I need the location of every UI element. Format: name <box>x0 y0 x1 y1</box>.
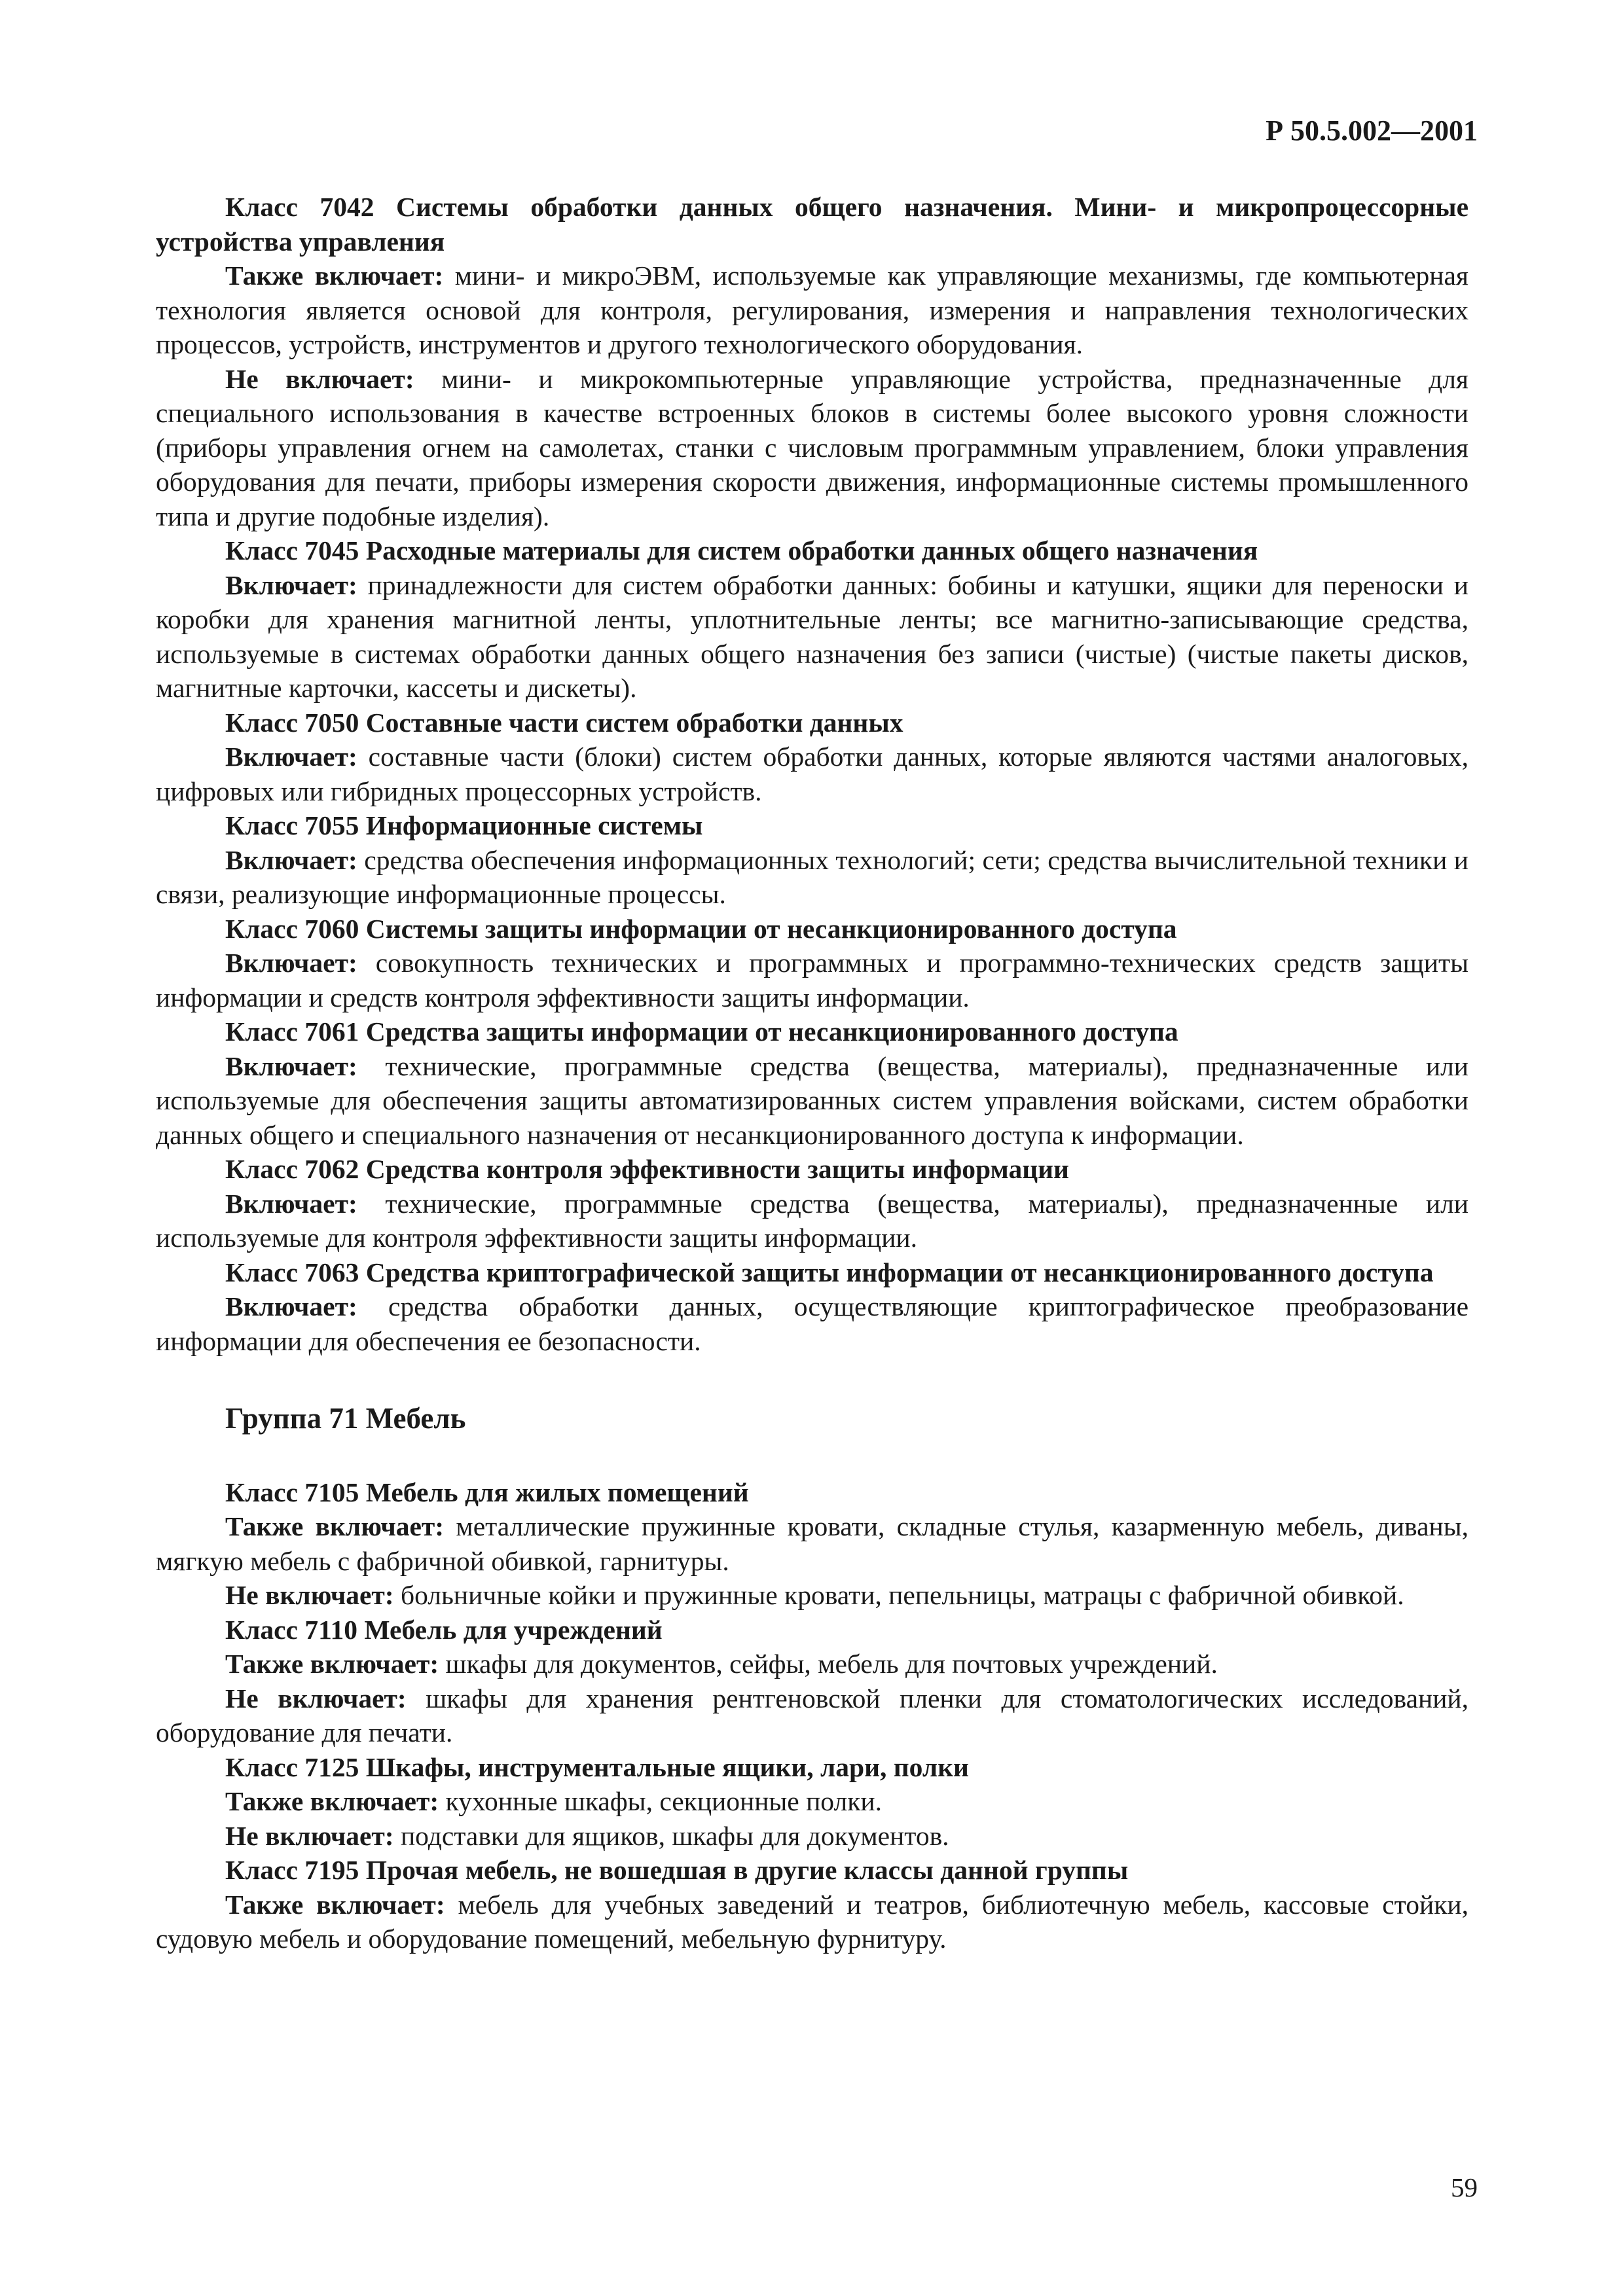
class-entry <box>156 1289 1468 1358</box>
class-entry <box>156 1187 1468 1255</box>
entry-label: Также включает: <box>225 1786 439 1816</box>
class-heading: Класс 7105 Мебель для жилых помещений <box>225 1477 749 1507</box>
class-entry <box>156 362 1468 534</box>
class-entry <box>156 1888 1468 1956</box>
class-heading: Класс 7195 Прочая мебель, не вошедшая в другие классы данной группы <box>225 1855 1129 1885</box>
entry-text: мини- и микроЭВМ, используемые как управляющие механизмы, где компьютерная технология является основой для контроля, регулирования, измерения и направления технологических процессов, устройств, инструментов и другого технологического оборудования. <box>156 260 1468 359</box>
class-entry <box>156 1681 1468 1750</box>
class-entry <box>156 1049 1468 1153</box>
class-entry <box>156 740 1468 808</box>
class-entry <box>156 1578 1468 1613</box>
entry-text: составные части (блоки) систем обработки данных, которые являются частями аналоговых, цифровых или гибридных процессорных устройств. <box>156 742 1468 806</box>
entry-label: Не включает: <box>225 363 414 394</box>
class-entry <box>156 568 1468 706</box>
class-heading: Класс 7063 Средства криптографической защиты информации от несанкционированного доступа <box>225 1257 1434 1287</box>
class-heading: Класс 7045 Расходные материалы для систем обработки данных общего назначения <box>225 535 1258 565</box>
entry-text: кухонные шкафы, секционные полки. <box>439 1786 882 1816</box>
entry-text: совокупность технических и программных и программно-технических средств защиты информации и средств контроля эффективности защиты информации. <box>156 948 1468 1013</box>
entry-label: Включает: <box>225 948 357 978</box>
entry-label: Включает: <box>225 742 357 772</box>
class-heading: Класс 7061 Средства защиты информации от несанкционированного доступа <box>225 1016 1178 1047</box>
class-heading: Класс 7055 Информационные системы <box>225 810 703 840</box>
entry-label: Включает: <box>225 569 357 600</box>
entry-label: Не включает: <box>225 1820 394 1851</box>
class-entry <box>156 1647 1468 1681</box>
document-code: Р 50.5.002—2001 <box>1266 115 1478 147</box>
entry-text: мини- и микрокомпьютерные управляющие устройства, предназначенные для специального использования в качестве встроенных блоков в системы более высокого уровня сложности (приборы управления огнем на самолетах, станки с числовым программным управлением, блоки управления оборудования для печати, приборы измерения скорости движения, информационные системы промышленного типа и другие подобные изделия). <box>156 363 1469 531</box>
class-heading: Класс 7042 Системы обработки данных общего назначения. Мини- и микропроцессорные устройства управления <box>156 192 1468 257</box>
class-entry <box>156 259 1468 362</box>
class-heading: Класс 7050 Составные части систем обработки данных <box>225 707 903 738</box>
class-heading: Класс 7110 Мебель для учреждений <box>225 1614 663 1645</box>
class-entry <box>156 1819 1468 1854</box>
entry-text: средства обработки данных, осуществляющие криптографическое преобразование информации для обеспечения ее безопасности. <box>156 1291 1468 1356</box>
entry-label: Не включает: <box>225 1683 407 1713</box>
class-entry <box>156 1509 1468 1578</box>
class-entry <box>156 843 1468 912</box>
entry-text: металлические пружинные кровати, складные стулья, казарменную мебель, диваны, мягкую мебель с фабричной обивкой, гарнитуры. <box>156 1511 1468 1576</box>
entry-label: Включает: <box>225 1291 357 1321</box>
entry-label: Не включает: <box>225 1580 394 1610</box>
entry-label: Включает: <box>225 1188 357 1219</box>
entry-text: подставки для ящиков, шкафы для документов. <box>393 1820 949 1851</box>
entry-label: Также включает: <box>225 260 444 291</box>
entry-text: шкафы для документов, сейфы, мебель для почтовых учреждений. <box>439 1649 1218 1679</box>
page-number: 59 <box>1451 2172 1478 2202</box>
entry-text: средства обеспечения информационных технологий; сети; средства вычислительной техники и связи, реализующие информационные процессы. <box>156 844 1468 909</box>
entry-text: принадлежности для систем обработки данных: бобины и катушки, ящики для переноски и коробки для хранения магнитной ленты, уплотнительные ленты; все магнитно-записывающие средства, используемые в системах обработки данных общего назначения без записи (чистые) (чистые пакеты дисков, магнитные карточки, кассеты и дискеты). <box>156 569 1468 703</box>
entry-text: шкафы для хранения рентгеновской пленки для стоматологических исследований, оборудование для печати. <box>156 1683 1468 1748</box>
document-body <box>156 190 1468 1956</box>
class-entry <box>156 1784 1468 1819</box>
entry-label: Включает: <box>225 844 357 875</box>
class-heading: Класс 7062 Средства контроля эффективности защиты информации <box>225 1154 1069 1184</box>
entry-label: Также включает: <box>225 1649 439 1679</box>
class-entry <box>156 946 1468 1014</box>
class-heading: Класс 7125 Шкафы, инструментальные ящики, лари, полки <box>225 1751 969 1782</box>
entry-label: Включает: <box>225 1050 357 1081</box>
entry-label: Также включает: <box>225 1889 445 1920</box>
entry-text: технические, программные средства (вещества, материалы), предназначенные или используемые для контроля эффективности защиты информации. <box>156 1188 1468 1253</box>
class-heading: Класс 7060 Системы защиты информации от несанкционированного доступа <box>225 913 1177 944</box>
entry-label: Также включает: <box>225 1511 445 1541</box>
entry-text: мебель для учебных заведений и театров, библиотечную мебель, кассовые стойки, судовую мебель и оборудование помещений, мебельную фурнитуру. <box>156 1889 1468 1954</box>
group-heading: Группа 71 Мебель <box>225 1402 466 1435</box>
entry-text: больничные койки и пружинные кровати, пепельницы, матрацы с фабричной обивкой. <box>393 1580 1404 1610</box>
entry-text: технические, программные средства (вещества, материалы), предназначенные или используемые для обеспечения защиты автоматизированных систем управления войсками, систем обработки данных общего и специального назначения от несанкционированного доступа к информации. <box>156 1050 1468 1150</box>
